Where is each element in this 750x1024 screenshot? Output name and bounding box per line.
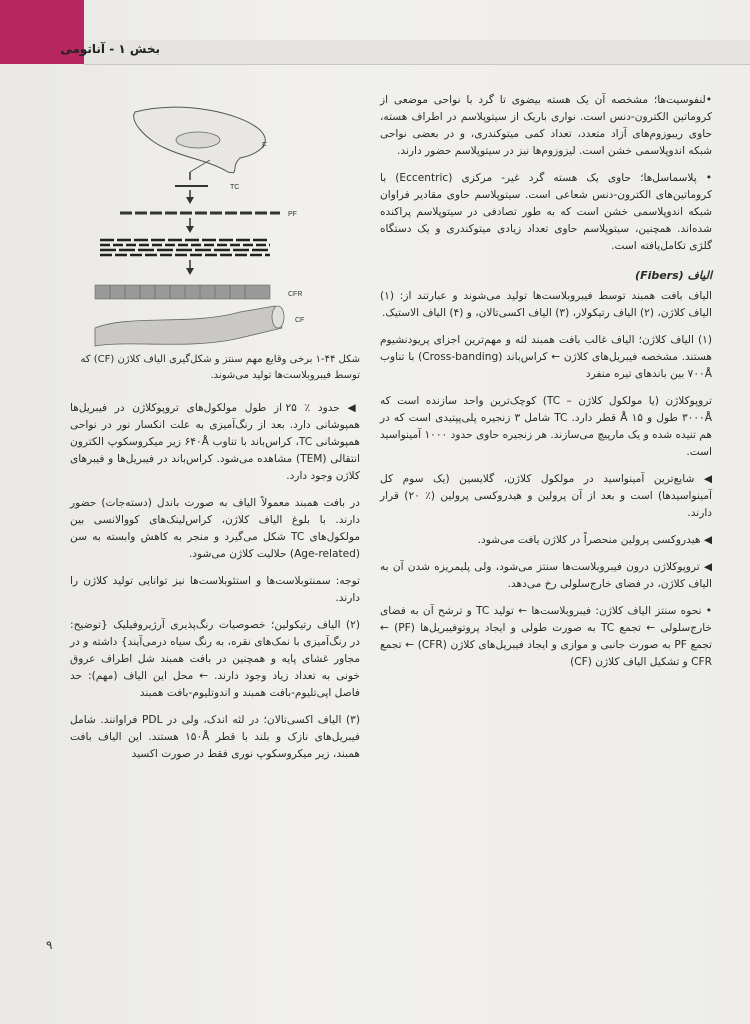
reticulin-paragraph: (۲) الیاف رتیکولین؛ خصوصیات رنگ‌پذیری آرژیروفیلیک {توضیح: در رنگ‌آمیزی با نمک‌های نقره، به رنگ سیاه درمی‌آیند} داشته و در مجاور غشای پایه و همچنین در بافت همبند شل اطراف عروق خونی به تعداد زیاد وجود دارند. ← محل این الیاف (مهم): حد فاصل اپی‌تلیوم-بافت همبند و اندوتلیوم-بافت همبند bbox=[70, 619, 360, 699]
nucleus-shape bbox=[176, 132, 220, 148]
fibril-bundle bbox=[100, 240, 270, 255]
collagen-fiber bbox=[95, 306, 282, 346]
right-column bbox=[380, 92, 712, 681]
synthesis-location-point: ◀ تروپوکلاژن درون فیبروبلاست‌ها سنتز می‌شود، ولی پلیمریزه شدن آن به الیاف کلاژن، در فضای خارج‌سلولی رخ می‌دهد. bbox=[380, 561, 712, 590]
oxytalan-paragraph: (۳) الیاف اکسی‌تالان؛ در لثه اندک، ولی در PDL فراوانند. شامل فیبریل‌های نازک و بلند با قطر ۱۵۰Å هستند. این الیاف بافت همبند، زیر میکروسکوپ نوری فقط در صورت اکسید bbox=[70, 714, 360, 760]
figure-caption: شکل ۴۴-۱ برخی وقایع مهم سنتز و شکل‌گیری الیاف کلاژن (CF) که توسط فیبروبلاست‌ها تولید می‌شوند. bbox=[80, 354, 360, 381]
label-pf: PF bbox=[288, 211, 297, 218]
fibers-heading: الیاف (Fibers) bbox=[635, 269, 712, 282]
section-header: بخش ۱ - آناتومی bbox=[60, 42, 160, 56]
amino-acids-point: ◀ شایع‌ترین آمینواسید در مولکول کلاژن، گلایسین (یک سوم کل آمینواسیدها) است و بعد از آن پرولین و هیدروکسی پرولین (٪ ۲۰) قرار دارند. bbox=[380, 473, 712, 519]
lymphocytes-paragraph: •لنفوسیت‌ها؛ مشخصه آن یک هسته بیضوی تا گرد با نواحی موضعی از کروماتین الکترون-دنس است. نواری باریک از سیتوپلاسم در اطراف هسته، حاوی ریبوزوم‌های آزاد متعدد، تعداد کمی میتوکندری، و در بعضی نواحی شبکه اندوپلاسمی خشن است. لیزوزوم‌ها نیز در سیتوپلاسم حضور دارند. bbox=[380, 94, 712, 157]
note-paragraph: توجه: سمنتوبلاست‌ها و استئوبلاست‌ها نیز توانایی تولید کلاژن را دارند. bbox=[70, 575, 360, 604]
collagen-paragraph: (۱) الیاف کلاژن؛ الیاف غالب بافت همبند لثه و مهم‌ترین اجزای پریودنشیوم هستند. مشخصه فیبریل‌های کلاژن ← کراس‌باند (Cross-banding) با تناوب ۷۰۰Å بین باندهای تیره منفرد bbox=[380, 334, 712, 380]
plasma-cells-paragraph: • پلاسماسل‌ها؛ حاوی یک هسته گرد غیر- مرکزی (Eccentric) با کروماتین‌های الکترون-دنس شعاعی است. سیتوپلاسم حاوی مقادیر فراوان شبکه اندوپلاسمی خشن است که به طور تصادفی در سیتوپلاسم پراکنده شده‌اند. همچنین، سیتوپلاسم حاوی تعداد زیادی میتوکندری و یک دستگاه گلژی تکامل‌یافته است. bbox=[380, 172, 713, 252]
synthesis-steps: • نحوه سنتز الیاف کلاژن: فیبروبلاست‌ها ← تولید TC و ترشح آن به فضای خارج‌سلولی ← تجمع TC به صورت طولی و ایجاد پروتوفیبریل‌ها (PF) ← تجمع PF به صورت جانبی و موازی و ایجاد فیبریل‌های کلاژن (CFR) ← تجمع CFR و تشکیل الیاف کلاژن (CF) bbox=[380, 605, 712, 668]
arrow-icon bbox=[186, 197, 194, 204]
collagen-figure bbox=[90, 100, 360, 355]
label-tc: TC bbox=[230, 184, 240, 191]
hydroxyproline-point: ◀ هیدروکسی پرولین منحصراً در کلاژن یافت می‌شود. bbox=[477, 534, 712, 546]
page-number: ۹ bbox=[46, 938, 53, 952]
arrow-icon bbox=[186, 268, 194, 275]
collagen-fibril bbox=[95, 285, 270, 299]
overlap-paragraph: ◀ حدود ٪ ۲۵ از طول مولکول‌های تروپوکلاژن در فیبریل‌ها همپوشانی دارد. بعد از رنگ‌آمیزی به علت انکسار نور در نواحی همپوشانی TC، کراس‌باند با تناوب ۶۴۰Å زیر میکروسکوپ الکترون انتقالی (TEM) مشاهده می‌شود. کراس‌باند در فیبریل‌ها و فیبرهای کلاژن وجود دارد. bbox=[70, 402, 361, 482]
header-bar bbox=[84, 40, 750, 65]
tropocollagen-paragraph: تروپوکلاژن (یا مولکول کلاژن – TC) کوچک‌ترین واحد سازنده است که ۳۰۰۰Å طول و ۱۵ Å قطر دارد. TC شامل ۳ زنجیره پلی‌پپتیدی است که در هم تنیده شده و یک مارپیچ می‌سازند. هر زنجیره حاوی حدود ۱۰۰۰ آمینواسید است. bbox=[380, 395, 712, 458]
fibers-intro: الیاف بافت همبند توسط فیبروبلاست‌ها تولید می‌شوند و عبارتند از: (۱) الیاف کلاژن، (۲) الیاف رتیکولار، (۳) الیاف اکسی‌تالان، و (۴) الیاف الاستیک. bbox=[380, 290, 712, 319]
bundle-paragraph: در بافت همبند معمولاً الیاف به صورت باندل (دسته‌جات) حضور دارند. با بلوغ الیاف کلاژن، کراس‌لینک‌های کووالانسی بین مولکول‌های TC شکل می‌گیرد و منجر به کاهش وابسته به سن (Age-related) حلالیت کلاژن می‌شود. bbox=[70, 497, 360, 560]
label-f: F bbox=[262, 141, 267, 150]
label-cfr: CFR bbox=[288, 291, 303, 298]
label-cf: CF bbox=[295, 317, 305, 324]
arrow-icon bbox=[186, 226, 194, 233]
left-column bbox=[70, 400, 360, 773]
